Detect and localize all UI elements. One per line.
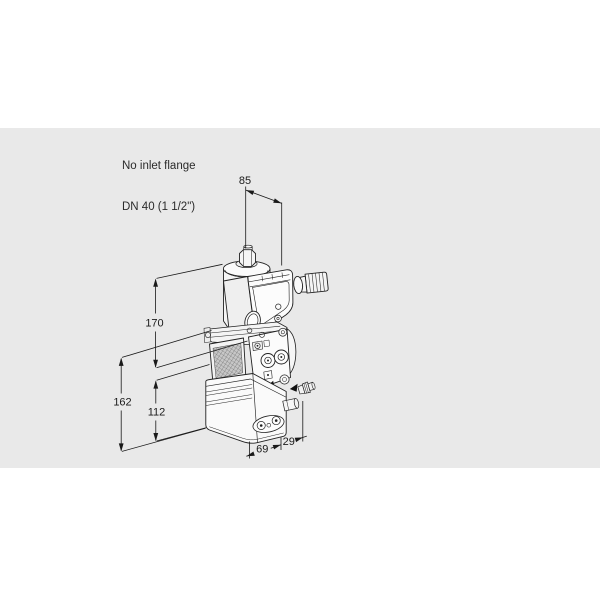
dimension-170-label: 170 [145,317,164,330]
dimension-85-label: 85 [238,175,252,187]
valve-illustration [204,245,328,443]
caption-line-dn: DN 40 (1 1/2") [122,200,196,213]
dimension-162-label: 162 [113,396,132,409]
pointer-arrow [290,384,298,392]
solenoid-plug [293,272,329,294]
dimension-29-label: 29 [282,436,295,448]
pressure-tap-2 [274,350,288,364]
dimension-162 [113,331,211,452]
caption-line-flange: No inlet flange [122,160,196,172]
adjustment-cap [240,245,256,266]
test-nipple-callout [290,380,316,395]
dimension-112 [148,365,210,442]
strainer-mesh [213,343,243,378]
pressure-tap-1 [261,354,275,368]
dimension-69-label: 69 [256,443,269,456]
dimension-112-label: 112 [147,406,166,419]
